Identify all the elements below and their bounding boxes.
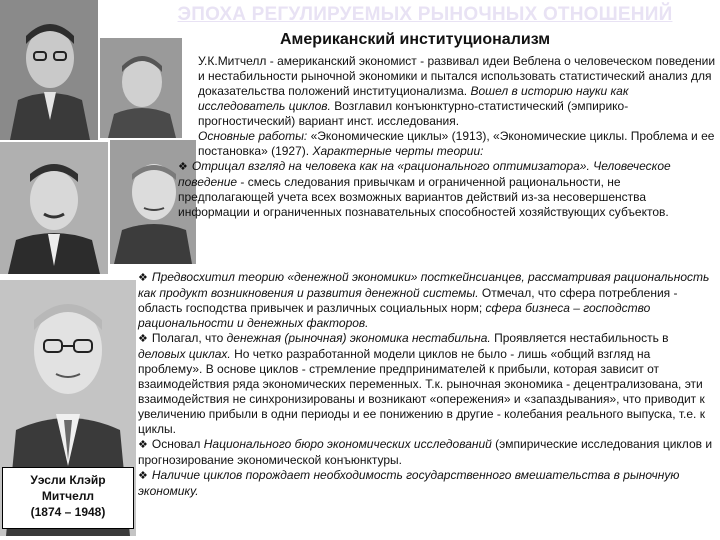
diamond-bullet-icon: ❖ [138,272,148,284]
bullet-5 [138,468,716,499]
portrait-caption [2,467,134,529]
bullet-2-text: Отмечал, что сфера потребления - область господства привычек и различных социальных норм; [138,286,678,315]
bullet-5-italic: Наличие циклов порождает необходимость государственного вмешательства в рыночную экономику. [138,468,680,498]
diamond-bullet-icon: ❖ [178,161,188,173]
bullet-3-italic-2: деловых циклах. [138,347,231,361]
works-paragraph [178,129,716,159]
bullet-1-text: - смесь следования привычкам и ограниченной рациональности, не предполагающей учета всех возможных вариантов действий из-за несовершенства информации и ограниченных познавательных способностей хозяйствующих субъектов. [178,175,669,219]
bullet-1 [178,159,716,220]
bullet-1-italic-2: Человеческое поведение [178,159,671,189]
intro-text: У.К.Митчелл - американский экономист - развивал идеи Веблена о человеческом поведении и нестабильности рыночной экономики и пытался использовать статистический анализ для доказательства положений институционализма. [198,54,716,98]
intro-text-2: Возглавил конъюнктурно-статистический (эмпирико-прогностический) вариант инст. исследования. [198,99,629,128]
slide-title: ЭПОХА РЕГУЛИРУЕМЫХ РЫНОЧНЫХ ОТНОШЕНИЙ [177,4,673,25]
bullet-2-italic-2: сфера бизнеса – господство рациональности и денежных факторов. [138,301,651,330]
bullet-3 [138,331,716,437]
caption-years: (1874 – 1948) [30,505,106,519]
bullet-3-text: Полагал, что [151,331,227,345]
portrait-photo-3 [0,142,108,274]
text-column-bottom [138,270,716,499]
bullet-3-italic: денежная (рыночная) экономика нестабильна. [226,331,491,345]
diamond-bullet-icon: ❖ [138,333,148,345]
bullet-4-text-2: (эмпирические исследования циклов и прогнозирование экономической конъюнктуры. [138,437,713,467]
bullet-4-italic: Национального бюро экономических исследований [203,437,492,451]
slide-subtitle: Американский институционализм [280,31,551,48]
intro-italic: Вошел в историю науки как исследователь циклов. [198,84,629,113]
diamond-bullet-icon: ❖ [138,439,148,451]
text-column-top [178,54,716,220]
portrait-photo-2 [100,38,182,138]
bullet-3-text-2: Проявляется нестабильность в [490,331,669,345]
bullet-4 [138,437,716,468]
intro-paragraph [178,54,716,129]
bullet-1-italic: Отрицал взгляд на человека как на «рационального оптимизатора». [191,159,590,173]
portrait-photo-1 [0,0,98,140]
bullet-2 [138,270,716,331]
bullet-2-italic: Предвосхитил теорию «денежной экономики» посткейнсианцев, рассматривая рациональность как продукт возникновения и развития денежной системы. [138,270,710,300]
bullet-3-text-3: Но четко разработанной модели циклов не было - лишь «общий взгляд на проблему». В основе циклов - стремление предпринимателей к прибыли, которая зависит от взаимодействия ряда экономических переменных. Т.к. рыночная экономика - децентрализована, эти взаимодействия не синхронизированы и возникают «опережения» и «запаздывания», что приводит к увеличению прибыли в одни периоды и ее понижению в другие - колебания реального выпуска, т.е. к циклы. [138,347,705,436]
bullet-4-text: Основал [151,437,204,451]
features-label: Характерные черты теории: [312,144,484,158]
caption-name-line2: Митчелл [41,489,95,503]
caption-name-line1: Уэсли Клэйр [30,473,106,487]
works-text: «Экономические циклы» (1913), «Экономические циклы. Проблема и ее постановка» (1927). [198,129,715,158]
works-label: Основные работы: [198,129,308,143]
diamond-bullet-icon: ❖ [138,470,148,482]
